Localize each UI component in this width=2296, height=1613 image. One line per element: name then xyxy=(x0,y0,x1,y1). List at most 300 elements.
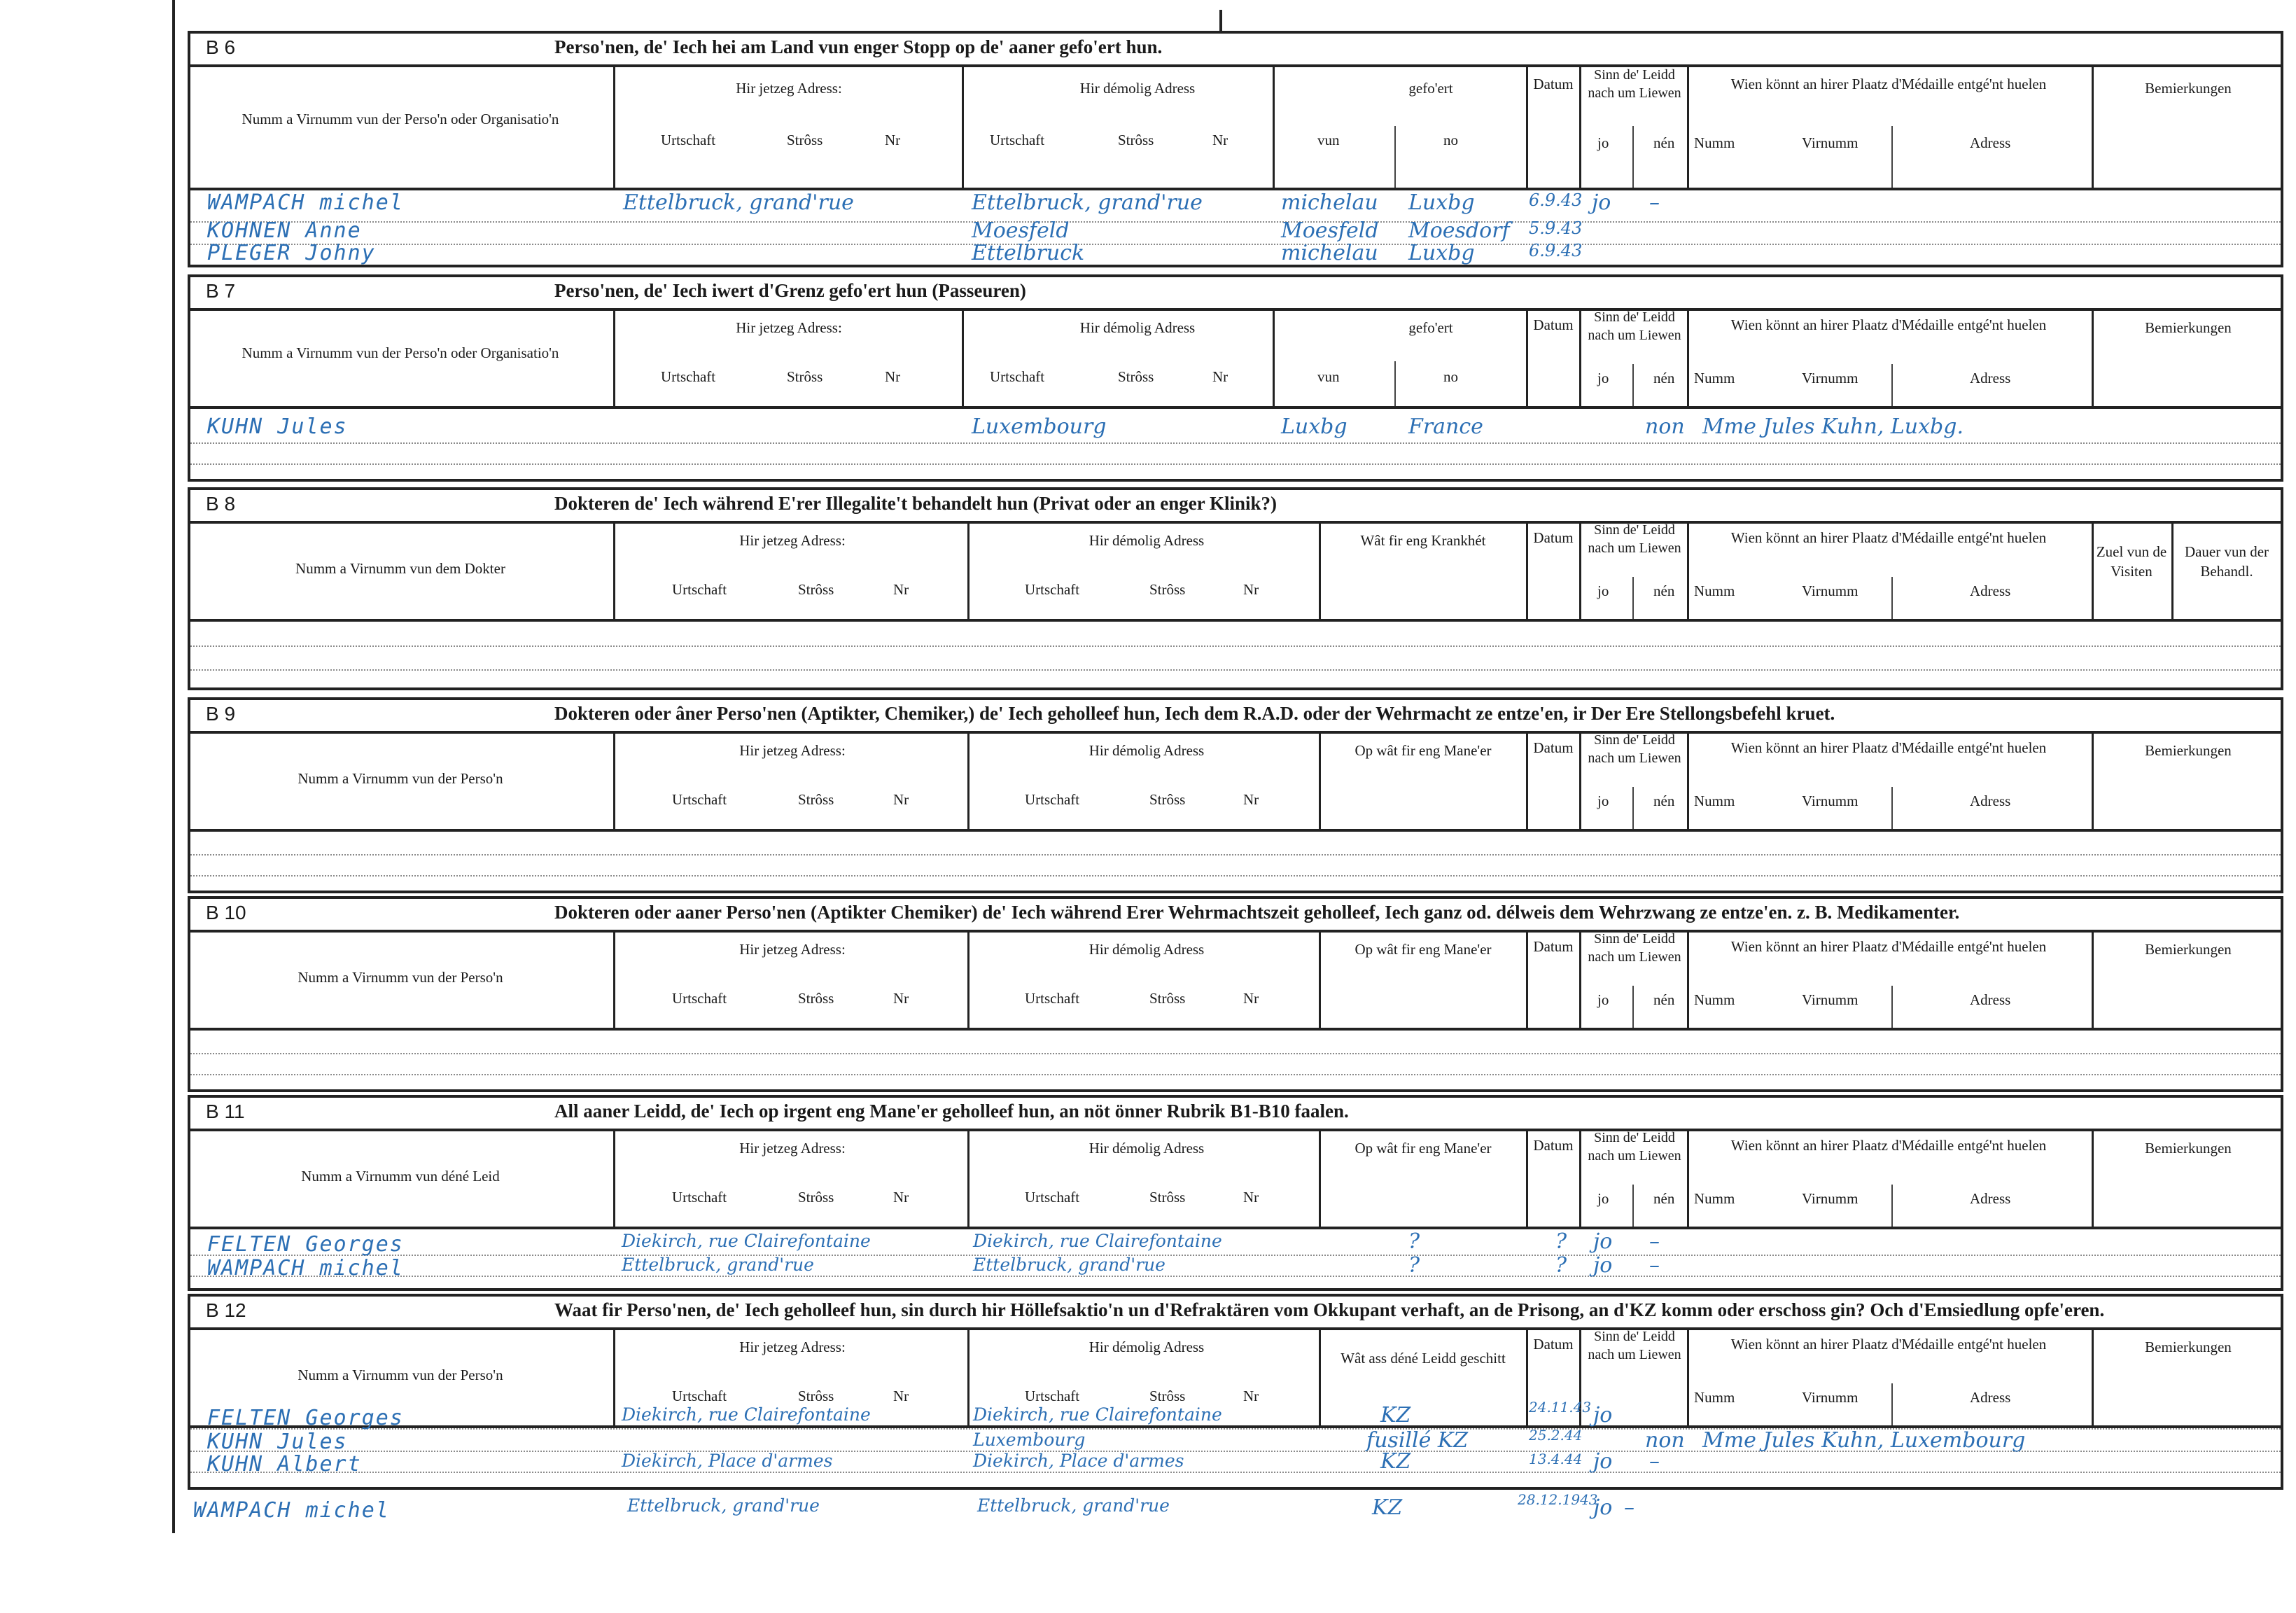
entry-datum: 13.4.44 xyxy=(1529,1451,1583,1467)
header-datum: Datum xyxy=(1533,1137,1574,1154)
header-medal: Wien könnt an hirer Plaatz d'Médaille entgé'nt huelen xyxy=(1730,1336,2047,1353)
header-nr: Nr xyxy=(1243,1388,1259,1404)
header-medal: Wien könnt an hirer Plaatz d'Médaille entgé'nt huelen xyxy=(1730,938,2047,955)
section-title-bar xyxy=(190,490,2281,524)
entry-nen: non xyxy=(1645,414,1685,439)
entry-row xyxy=(190,463,2281,465)
header-nen: nén xyxy=(1653,792,1675,809)
entry-row xyxy=(190,645,2281,647)
entry-name: WAMPACH michel xyxy=(207,1256,404,1280)
header-virnumm: Virnumm xyxy=(1802,582,1858,599)
header-vun: vun xyxy=(1317,368,1340,385)
header-former-address: Hir démolig Adress xyxy=(1079,319,1196,336)
entry-current-address: Ettelbruck, grand'rue xyxy=(627,1495,820,1516)
header-urtschaft: Urtschaft xyxy=(672,581,727,598)
header-datum: Datum xyxy=(1533,529,1574,546)
col-divider xyxy=(967,521,969,619)
header-nr: Nr xyxy=(1243,1189,1259,1206)
section-b8 xyxy=(188,487,2283,690)
header-alive: Sinn de' Leidd nach um Liewen xyxy=(1588,67,1681,101)
entry-manner: ? xyxy=(1408,1253,1420,1278)
header-numm: Numm xyxy=(1694,370,1735,386)
header-nr: Nr xyxy=(1212,132,1228,148)
section-code: B 9 xyxy=(206,703,236,725)
col-divider xyxy=(1319,1129,1321,1227)
section-code: B 6 xyxy=(206,36,236,58)
header-jo: jo xyxy=(1597,792,1609,809)
header-adress: Adress xyxy=(1970,792,2011,809)
entry-datum: 28.12.1943 xyxy=(1518,1491,1598,1508)
entry-vun: michelau xyxy=(1281,241,1378,265)
entry-jo: jo xyxy=(1593,1449,1613,1474)
header-virnumm: Virnumm xyxy=(1802,1190,1858,1207)
section-heading: Dokteren oder aaner Perso'nen (Aptikter Chemiker) de' Iech während Erer Wehrmachtszeit geholleef, Iech ganz od. délweis dem Wehrzwang ze entze'en. z. B. Medikamenter. xyxy=(554,902,1960,923)
header-jo: jo xyxy=(1597,991,1609,1008)
entry-name: FELTEN Georges xyxy=(207,1406,404,1430)
header-stross: Strôss xyxy=(1118,132,1154,148)
col-divider xyxy=(1319,521,1321,619)
header-datum: Datum xyxy=(1533,1336,1574,1353)
col-divider xyxy=(1891,1383,1893,1425)
col-divider xyxy=(1319,1327,1321,1425)
entry-name: WAMPACH michel xyxy=(207,190,404,215)
col-divider xyxy=(962,308,964,406)
section-title-bar xyxy=(190,34,2281,67)
header-illness: Wât fir eng Krankhét xyxy=(1360,532,1486,549)
header-name: Numm a Virnumm vun der Perso'n xyxy=(298,770,503,787)
header-datum: Datum xyxy=(1533,739,1574,756)
entry-nen: – xyxy=(1624,1495,1634,1520)
col-divider xyxy=(613,731,615,829)
entry-current-address: Diekirch, rue Clairefontaine xyxy=(622,1231,871,1251)
col-divider xyxy=(1687,64,1689,188)
entry-row xyxy=(190,669,2281,671)
header-remarks: Bemierkungen xyxy=(2145,319,2232,336)
entry-row xyxy=(190,854,2281,856)
entry-name: KOHNEN Anne xyxy=(207,218,362,243)
entry-name: FELTEN Georges xyxy=(207,1232,404,1257)
entry-row xyxy=(190,1276,2281,1277)
col-divider xyxy=(1579,521,1581,619)
header-name: Numm a Virnumm vun der Perso'n xyxy=(298,1367,503,1383)
entry-row xyxy=(190,442,2281,444)
header-remarks: Bemierkungen xyxy=(2145,941,2232,958)
header-current-address: Hir jetzeg Adress: xyxy=(739,941,846,958)
section-code: B 11 xyxy=(206,1101,245,1122)
entry-former-address: Moesfeld xyxy=(972,218,1070,243)
column-header-row xyxy=(190,1327,2281,1428)
header-vun: vun xyxy=(1317,132,1340,148)
entry-no: Moesdorf xyxy=(1408,218,1510,243)
col-divider xyxy=(2092,1129,2094,1227)
col-divider xyxy=(1687,1327,1689,1425)
entry-nen: – xyxy=(1649,1253,1660,1278)
header-stross: Strôss xyxy=(798,581,834,598)
entry-current-address: Diekirch, rue Clairefontaine xyxy=(622,1404,871,1425)
header-nr: Nr xyxy=(1212,368,1228,385)
entry-former-address: Diekirch, Place d'armes xyxy=(973,1451,1184,1471)
col-divider xyxy=(2092,731,2094,829)
entry-nen: non xyxy=(1645,1428,1685,1453)
col-divider xyxy=(613,930,615,1028)
header-name: Numm a Virnumm vun déné Leid xyxy=(301,1168,500,1185)
header-current-address: Hir jetzeg Adress: xyxy=(736,80,842,97)
header-medal: Wien könnt an hirer Plaatz d'Médaille entgé'nt huelen xyxy=(1730,76,2047,92)
col-divider xyxy=(613,64,615,188)
col-divider xyxy=(1394,126,1396,188)
column-header-row xyxy=(190,308,2281,409)
col-divider xyxy=(613,521,615,619)
col-divider xyxy=(1273,64,1275,188)
header-nr: Nr xyxy=(893,791,909,808)
section-b9 xyxy=(188,697,2283,893)
header-urtschaft: Urtschaft xyxy=(672,1388,727,1404)
header-medal: Wien könnt an hirer Plaatz d'Médaille entgé'nt huelen xyxy=(1730,529,2047,546)
col-divider xyxy=(1579,1129,1581,1227)
header-datum: Datum xyxy=(1533,938,1574,955)
entry-datum: 25.2.44 xyxy=(1529,1427,1583,1444)
col-divider xyxy=(2092,64,2094,188)
header-urtschaft: Urtschaft xyxy=(661,132,716,148)
header-stross: Strôss xyxy=(798,1189,834,1206)
section-b6 xyxy=(188,31,2283,267)
header-virnumm: Virnumm xyxy=(1802,1389,1858,1406)
column-header-row xyxy=(190,1129,2281,1229)
header-remarks: Bemierkungen xyxy=(2145,80,2232,97)
header-urtschaft: Urtschaft xyxy=(1025,581,1080,598)
entry-row xyxy=(190,1074,2281,1075)
entry-datum: ? xyxy=(1555,1253,1567,1278)
header-stross: Strôss xyxy=(1149,990,1186,1007)
header-urtschaft: Urtschaft xyxy=(661,368,716,385)
entry-nen: – xyxy=(1649,190,1660,215)
col-divider xyxy=(1319,731,1321,829)
col-divider xyxy=(1579,64,1581,188)
col-divider xyxy=(1687,1129,1689,1227)
header-former-address: Hir démolig Adress xyxy=(1088,532,1205,549)
section-b7 xyxy=(188,274,2283,482)
header-datum: Datum xyxy=(1533,76,1574,92)
col-divider xyxy=(613,1327,615,1425)
entry-vun: Luxbg xyxy=(1281,414,1348,439)
header-datum: Datum xyxy=(1533,316,1574,333)
header-virnumm: Virnumm xyxy=(1802,134,1858,151)
section-code: B 7 xyxy=(206,280,236,302)
header-manner: Op wât fir eng Mane'er xyxy=(1354,742,1492,759)
entry-row xyxy=(190,221,2281,223)
section-heading: Dokteren de' Iech während E'rer Illegalite't behandelt hun (Privat oder an enger Klinik?) xyxy=(554,493,1278,514)
header-urtschaft: Urtschaft xyxy=(990,132,1045,148)
entry-former-address: Ettelbruck xyxy=(972,241,1085,265)
section-heading: Perso'nen, de' Iech iwert d'Grenz gefo'ert hun (Passeuren) xyxy=(554,280,1026,301)
col-divider xyxy=(1891,986,1893,1028)
col-divider xyxy=(1273,308,1275,406)
col-divider xyxy=(967,731,969,829)
entry-name: KUHN Jules xyxy=(207,1430,348,1454)
header-nen: nén xyxy=(1653,370,1675,386)
col-divider xyxy=(1687,521,1689,619)
header-virnumm: Virnumm xyxy=(1802,792,1858,809)
header-stross: Strôss xyxy=(798,791,834,808)
section-code: B 8 xyxy=(206,493,236,515)
column-header-row xyxy=(190,64,2281,190)
header-stross: Strôss xyxy=(1149,1189,1186,1206)
top-tick-mark xyxy=(1219,10,1222,31)
header-urtschaft: Urtschaft xyxy=(672,1189,727,1206)
header-jo: jo xyxy=(1597,582,1609,599)
header-stross: Strôss xyxy=(787,132,823,148)
section-title-bar xyxy=(190,700,2281,734)
header-alive: Sinn de' Leidd nach um Liewen xyxy=(1588,309,1681,343)
header-nr: Nr xyxy=(893,1388,909,1404)
header-numm: Numm xyxy=(1694,792,1735,809)
entry-datum: 6.9.43 xyxy=(1529,241,1583,260)
section-title-bar xyxy=(190,899,2281,933)
header-visits: Zuel vun de Visiten xyxy=(2096,543,2167,580)
col-divider xyxy=(1632,364,1634,406)
entry-what-happened: KZ xyxy=(1380,1403,1411,1427)
entry-jo: jo xyxy=(1593,1229,1613,1254)
header-nr: Nr xyxy=(1243,581,1259,598)
entry-manner: ? xyxy=(1408,1229,1420,1254)
col-divider xyxy=(1394,361,1396,406)
header-nr: Nr xyxy=(1243,791,1259,808)
col-divider xyxy=(2092,308,2094,406)
header-alive: Sinn de' Leidd nach um Liewen xyxy=(1588,732,1681,766)
entry-nen: – xyxy=(1649,1229,1660,1254)
col-divider xyxy=(2092,930,2094,1028)
section-b10 xyxy=(188,896,2283,1092)
header-former-address: Hir démolig Adress xyxy=(1088,1339,1205,1355)
entry-current-address: Diekirch, Place d'armes xyxy=(622,1451,833,1471)
header-urtschaft: Urtschaft xyxy=(990,368,1045,385)
header-urtschaft: Urtschaft xyxy=(1025,1388,1080,1404)
col-divider xyxy=(1891,364,1893,406)
col-divider xyxy=(1579,930,1581,1028)
entry-current-address: Ettelbruck, grand'rue xyxy=(623,190,854,215)
header-no: no xyxy=(1443,368,1458,385)
col-divider xyxy=(1579,731,1581,829)
section-b12 xyxy=(188,1294,2283,1490)
header-current-address: Hir jetzeg Adress: xyxy=(739,1140,846,1157)
header-nr: Nr xyxy=(885,132,901,148)
header-nen: nén xyxy=(1653,991,1675,1008)
col-divider xyxy=(1891,1185,1893,1227)
header-numm: Numm xyxy=(1694,134,1735,151)
col-divider xyxy=(967,930,969,1028)
entry-former-address: Diekirch, rue Clairefontaine xyxy=(973,1404,1222,1425)
header-urtschaft: Urtschaft xyxy=(1025,1189,1080,1206)
header-numm: Numm xyxy=(1694,1389,1735,1406)
col-divider xyxy=(1891,577,1893,619)
header-urtschaft: Urtschaft xyxy=(672,791,727,808)
header-former-address: Hir démolig Adress xyxy=(1088,1140,1205,1157)
col-divider xyxy=(2171,521,2174,619)
entry-jo: jo xyxy=(1592,190,1611,215)
section-heading: Perso'nen, de' Iech hei am Land vun enger Stopp op de' aaner gefo'ert hun. xyxy=(554,36,1163,57)
header-no: no xyxy=(1443,132,1458,148)
entry-jo: jo xyxy=(1593,1495,1613,1520)
entry-no: France xyxy=(1408,414,1483,439)
col-divider xyxy=(613,1129,615,1227)
header-manner: Op wât fir eng Mane'er xyxy=(1354,941,1492,958)
header-current-address: Hir jetzeg Adress: xyxy=(736,319,842,336)
entry-row xyxy=(190,875,2281,877)
header-virnumm: Virnumm xyxy=(1802,991,1858,1008)
header-alive: Sinn de' Leidd nach um Liewen xyxy=(1588,1130,1681,1164)
header-numm: Numm xyxy=(1694,1190,1735,1207)
entry-medal: Mme Jules Kuhn, Luxbg. xyxy=(1702,414,1963,439)
header-alive: Sinn de' Leidd nach um Liewen xyxy=(1588,1329,1681,1362)
col-divider xyxy=(613,308,615,406)
header-nen: nén xyxy=(1653,582,1675,599)
header-former-address: Hir démolig Adress xyxy=(1088,742,1205,759)
col-divider xyxy=(1891,126,1893,188)
entry-what-happened: fusillé KZ xyxy=(1366,1428,1469,1453)
header-stross: Strôss xyxy=(1149,581,1186,598)
entry-vun: Moesfeld xyxy=(1281,218,1379,243)
entry-former-address: Ettelbruck, grand'rue xyxy=(973,1255,1166,1275)
header-numm: Numm xyxy=(1694,582,1735,599)
header-nen: nén xyxy=(1653,1190,1675,1207)
header-duration: Dauer vun der Behandl. xyxy=(2184,543,2269,580)
section-heading: All aaner Leidd, de' Iech op irgent eng Mane'er geholleef hun, an nöt önner Rubrik B1-B10 faalen. xyxy=(554,1101,1349,1122)
entry-row xyxy=(190,1472,2281,1473)
column-header-row xyxy=(190,521,2281,622)
entry-datum: 5.9.43 xyxy=(1529,218,1583,238)
header-current-address: Hir jetzeg Adress: xyxy=(739,532,846,549)
header-adress: Adress xyxy=(1970,582,2011,599)
section-code: B 10 xyxy=(206,902,246,923)
column-header-row xyxy=(190,731,2281,832)
section-title-bar xyxy=(190,277,2281,311)
col-divider xyxy=(1632,1185,1634,1227)
entry-row xyxy=(190,1255,2281,1256)
header-urtschaft: Urtschaft xyxy=(1025,791,1080,808)
col-divider xyxy=(967,1327,969,1425)
header-adress: Adress xyxy=(1970,134,2011,151)
header-stross: Strôss xyxy=(1149,791,1186,808)
header-stross: Strôss xyxy=(798,1388,834,1404)
header-name: Numm a Virnumm vun der Perso'n xyxy=(298,969,503,986)
entry-former-address: Luxembourg xyxy=(972,414,1107,439)
header-nr: Nr xyxy=(893,1189,909,1206)
entry-no: Luxbg xyxy=(1408,241,1475,265)
entry-current-address: Ettelbruck, grand'rue xyxy=(622,1255,814,1275)
header-urtschaft: Urtschaft xyxy=(1025,990,1080,1007)
entry-former-address: Diekirch, rue Clairefontaine xyxy=(973,1231,1222,1251)
entry-datum: ? xyxy=(1555,1229,1567,1254)
header-urtschaft: Urtschaft xyxy=(672,990,727,1007)
header-adress: Adress xyxy=(1970,1190,2011,1207)
section-heading: Waat fir Perso'nen, de' Iech geholleef hun, sin durch hir Höllefsaktio'n un d'Refraktären vom Okkupant verhaft, an de Prisong, an d'KZ komm oder erschoss gin? Och d'Emsiedlung opfe'eren. xyxy=(554,1299,2105,1320)
header-jo: jo xyxy=(1597,1190,1609,1207)
header-remarks: Bemierkungen xyxy=(2145,1140,2232,1157)
header-stross: Strôss xyxy=(798,990,834,1007)
col-divider xyxy=(1579,308,1581,406)
header-stross: Strôss xyxy=(787,368,823,385)
header-transport: gefo'ert xyxy=(1408,319,1453,336)
header-nr: Nr xyxy=(893,581,909,598)
header-virnumm: Virnumm xyxy=(1802,370,1858,386)
col-divider xyxy=(2092,1327,2094,1425)
header-current-address: Hir jetzeg Adress: xyxy=(739,742,846,759)
header-alive: Sinn de' Leidd nach um Liewen xyxy=(1588,931,1681,965)
entry-what-happened: KZ xyxy=(1372,1495,1403,1520)
col-divider xyxy=(1319,930,1321,1028)
header-numm: Numm xyxy=(1694,991,1735,1008)
entry-name: WAMPACH michel xyxy=(193,1498,390,1523)
header-nen: nén xyxy=(1653,134,1675,151)
entry-row xyxy=(190,1053,2281,1054)
header-jo: jo xyxy=(1597,370,1609,386)
entry-name: PLEGER Johny xyxy=(207,241,376,265)
header-alive: Sinn de' Leidd nach um Liewen xyxy=(1588,522,1681,556)
col-divider xyxy=(1632,126,1634,188)
col-divider xyxy=(1632,986,1634,1028)
header-name: Numm a Virnumm vun dem Dokter xyxy=(295,560,505,577)
col-divider xyxy=(1632,787,1634,829)
section-b11 xyxy=(188,1095,2283,1291)
entry-name: KUHN Jules xyxy=(207,414,348,439)
entry-medal: Mme Jules Kuhn, Luxembourg xyxy=(1702,1428,2026,1453)
header-what-happened: Wât ass déné Leidd geschitt xyxy=(1340,1350,1506,1367)
col-divider xyxy=(1891,787,1893,829)
entry-vun: michelau xyxy=(1281,190,1378,215)
header-former-address: Hir démolig Adress xyxy=(1079,80,1196,97)
header-remarks: Bemierkungen xyxy=(2145,742,2232,759)
header-medal: Wien könnt an hirer Plaatz d'Médaille entgé'nt huelen xyxy=(1730,739,2047,756)
header-adress: Adress xyxy=(1970,370,2011,386)
entry-former-address: Ettelbruck, grand'rue xyxy=(972,190,1203,215)
header-stross: Strôss xyxy=(1149,1388,1186,1404)
col-divider xyxy=(962,64,964,188)
header-medal: Wien könnt an hirer Plaatz d'Médaille entgé'nt huelen xyxy=(1730,1137,2047,1154)
header-jo: jo xyxy=(1597,134,1609,151)
section-title-bar xyxy=(190,1297,2281,1330)
col-divider xyxy=(1687,308,1689,406)
col-divider xyxy=(1687,930,1689,1028)
header-adress: Adress xyxy=(1970,1389,2011,1406)
entry-datum: 6.9.43 xyxy=(1529,190,1583,210)
entry-datum: 24.11.43 xyxy=(1529,1399,1592,1416)
header-medal: Wien könnt an hirer Plaatz d'Médaille entgé'nt huelen xyxy=(1730,316,2047,333)
header-name: Numm a Virnumm vun der Perso'n oder Organisatio'n xyxy=(241,111,559,127)
header-remarks: Bemierkungen xyxy=(2145,1339,2232,1355)
header-adress: Adress xyxy=(1970,991,2011,1008)
entry-name: KUHN Albert xyxy=(207,1452,362,1476)
col-divider xyxy=(1687,731,1689,829)
entry-former-address: Ettelbruck, grand'rue xyxy=(977,1495,1170,1516)
header-current-address: Hir jetzeg Adress: xyxy=(739,1339,846,1355)
section-code: B 12 xyxy=(206,1299,246,1321)
column-header-row xyxy=(190,930,2281,1031)
entry-former-address: Luxembourg xyxy=(973,1430,1086,1450)
header-former-address: Hir démolig Adress xyxy=(1088,941,1205,958)
header-stross: Strôss xyxy=(1118,368,1154,385)
col-divider xyxy=(967,1129,969,1227)
section-heading: Dokteren oder âner Perso'nen (Aptikter, Chemiker,) de' Iech geholleef hun, Iech dem R.A.D. oder der Wehrmacht ze entze'en, ir Der Ere Stellongsbefehl kruet. xyxy=(554,703,1835,724)
entry-jo: jo xyxy=(1593,1403,1613,1427)
header-nr: Nr xyxy=(885,368,901,385)
entry-what-happened: KZ xyxy=(1380,1449,1411,1474)
col-divider xyxy=(1632,577,1634,619)
header-nr: Nr xyxy=(893,990,909,1007)
entry-row xyxy=(190,244,2281,245)
section-title-bar xyxy=(190,1098,2281,1131)
header-name: Numm a Virnumm vun der Perso'n oder Organisatio'n xyxy=(241,344,559,361)
header-manner: Op wât fir eng Mane'er xyxy=(1354,1140,1492,1157)
